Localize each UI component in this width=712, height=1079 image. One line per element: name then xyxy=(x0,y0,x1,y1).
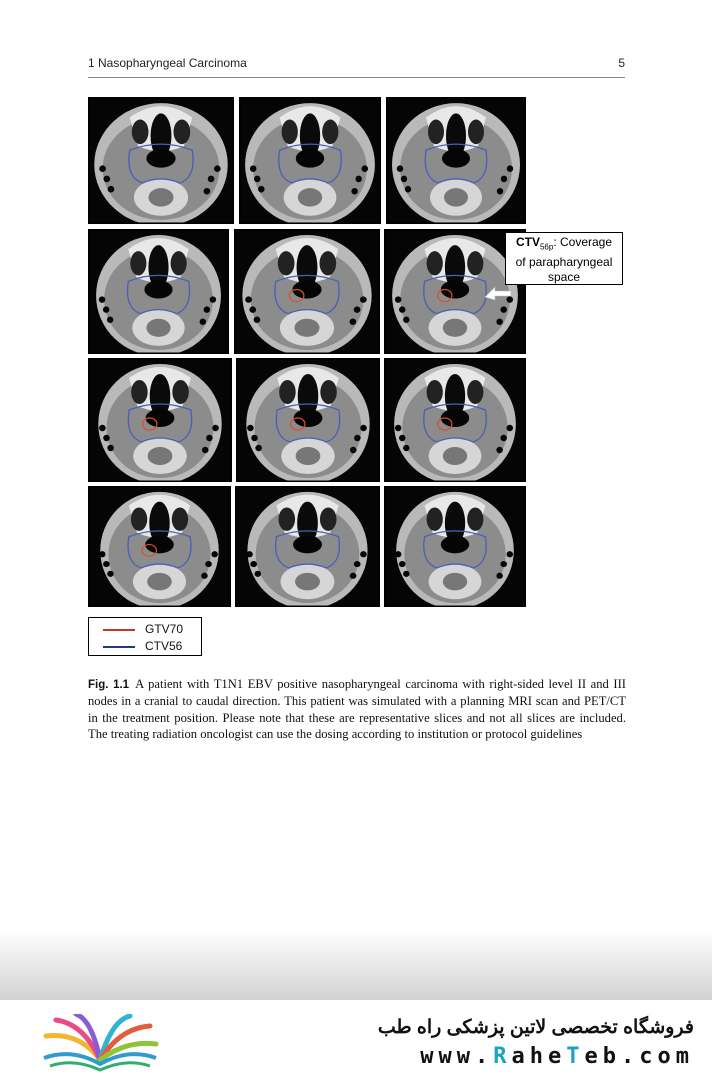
page-number: 5 xyxy=(618,56,625,70)
page-bottom-shadow xyxy=(0,930,712,1000)
figure-caption xyxy=(88,676,626,743)
legend-swatch-ctv56 xyxy=(103,646,135,648)
ct-slice-9 xyxy=(384,358,526,482)
url-letter-t: T xyxy=(566,1044,585,1069)
ct-slice-8 xyxy=(236,358,380,482)
ct-image-11 xyxy=(235,486,380,607)
ct-slice-2 xyxy=(239,97,381,224)
ct-image-10 xyxy=(88,486,231,607)
ct-slice-4 xyxy=(88,229,229,354)
ct-image-3 xyxy=(386,97,526,224)
ct-slice-5 xyxy=(234,229,380,354)
shop-url[interactable] xyxy=(420,1044,694,1069)
url-prefix: www. xyxy=(420,1044,494,1069)
legend-label-ctv56: CTV56 xyxy=(145,639,183,653)
legend-entry-gtv70 xyxy=(89,621,201,637)
ct-slice-12 xyxy=(384,486,526,607)
ct-slice-7 xyxy=(88,358,232,482)
ct-slice-1 xyxy=(88,97,234,224)
ct-image-1 xyxy=(88,97,234,224)
url-letter-r: R xyxy=(493,1044,512,1069)
legend-label-gtv70: GTV70 xyxy=(145,622,184,636)
callout-subscript: 56p xyxy=(539,242,554,252)
callout-line-2: of parapharyngeal xyxy=(515,254,613,269)
watermark-footer xyxy=(0,1000,712,1079)
ct-image-4 xyxy=(88,229,229,354)
callout-line-3: space xyxy=(547,270,581,285)
ct-image-2 xyxy=(239,97,381,224)
figure-label: Fig. 1.1 xyxy=(88,679,130,691)
callout-arrow-icon xyxy=(483,282,513,302)
ct-image-9 xyxy=(384,358,526,482)
url-suffix: eb.com xyxy=(584,1044,694,1069)
callout-suffix: : Coverage xyxy=(553,235,613,249)
ctv56p-callout xyxy=(505,232,623,285)
ct-image-5 xyxy=(234,229,380,354)
running-head xyxy=(88,56,625,72)
open-book-logo-icon xyxy=(40,1014,160,1072)
url-middle: ahe xyxy=(511,1044,567,1069)
shop-name: فروشگاه تخصصی لاتین پزشکی راه طب xyxy=(377,1017,694,1038)
ct-slice-11 xyxy=(235,486,380,607)
ct-image-12 xyxy=(384,486,526,607)
ct-image-7 xyxy=(88,358,232,482)
legend-entry-ctv56 xyxy=(89,638,201,654)
chapter-title: 1 Nasopharyngeal Carcinoma xyxy=(88,56,247,70)
legend-swatch-gtv70 xyxy=(103,629,135,631)
ct-slice-3 xyxy=(386,97,526,224)
callout-prefix: CTV xyxy=(515,235,540,249)
caption-text: A patient with T1N1 EBV positive nasopharyngeal carcinoma with right-sided level II and III nodes in a cranial to caudal direction. This patient was simulated with a planning MRI scan and PET/CT in the treatment position. Please note that these are representative slices and not all slices are included. The treating radiation oncologist can use the dosing according to institution or protocol guidelines xyxy=(88,677,626,742)
ct-image-8 xyxy=(236,358,380,482)
header-rule xyxy=(88,77,625,78)
figure-legend xyxy=(88,617,202,656)
ct-slice-10 xyxy=(88,486,231,607)
